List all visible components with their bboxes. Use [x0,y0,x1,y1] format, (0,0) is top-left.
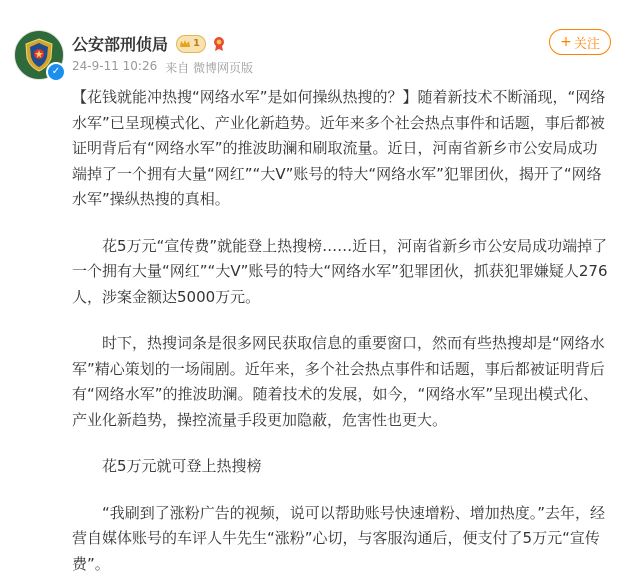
post-subheading: 花5万元就可登上热搜榜 [102,457,262,475]
post-paragraph: 时下，热搜词条是很多网民获取信息的重要窗口，然而有些热搜却是“网络水军”精心策划的一场闹剧。近年来，多个社会热点事件和话题，事后都被证明背后有“网络水军”的推波助澜。随着技术的发展，如今，“网络水军”呈现出模式化、产业化新趋势，操控流量手段更加隐蔽，危害性也更大。 [72,334,605,429]
follow-button[interactable] [549,29,611,55]
post-paragraph: “我刷到了涨粉广告的视频，说可以帮助账号快速增粉、增加热度。”去年，经营自媒体账号的车评人牛先生“涨粉”心切，与客服沟通后，便支付了5万元“宣传费”。 [72,503,606,573]
crown-icon [179,39,191,49]
account-name[interactable]: 公安部刑侦局 [72,35,169,54]
vip-crown-badge[interactable] [176,35,206,53]
post-paragraph: 花5万元“宣传费”就能登上热搜榜……近日，河南省新乡市公安局成功端掉了一个拥有大量“网红”“大V”账号的特大“网络水军”犯罪团伙，抓获犯罪嫌疑人276人，涉案金额达5000万元。 [72,236,608,306]
post-time[interactable]: 24-9-11 10:26 [72,59,158,73]
post-header [0,0,628,86]
follow-label: 关注 [573,36,600,52]
vip-level: 1 [193,38,200,49]
verified-badge-icon: ✓ [46,62,66,82]
avatar[interactable] [14,30,64,80]
medal-icon[interactable] [212,36,226,52]
plus-icon: + [560,34,572,50]
post-content [72,85,612,577]
post-paragraph: 【花钱就能冲热搜“网络水军”是如何操纵热搜的？】随着新技术不断涌现，“网络水军”已呈现模式化、产业化新趋势。近年来多个社会热点事件和话题，事后都被证明背后有“网络水军”的推波助澜和刷取流量。近日，河南省新乡市公安局成功端掉了一个拥有大量“网红”“大V”账号的特大“网络水军”犯罪团伙，揭开了“网络水军”操纵热搜的真相。 [72,88,606,208]
post-source: 来自 微博网页版 [165,61,254,75]
